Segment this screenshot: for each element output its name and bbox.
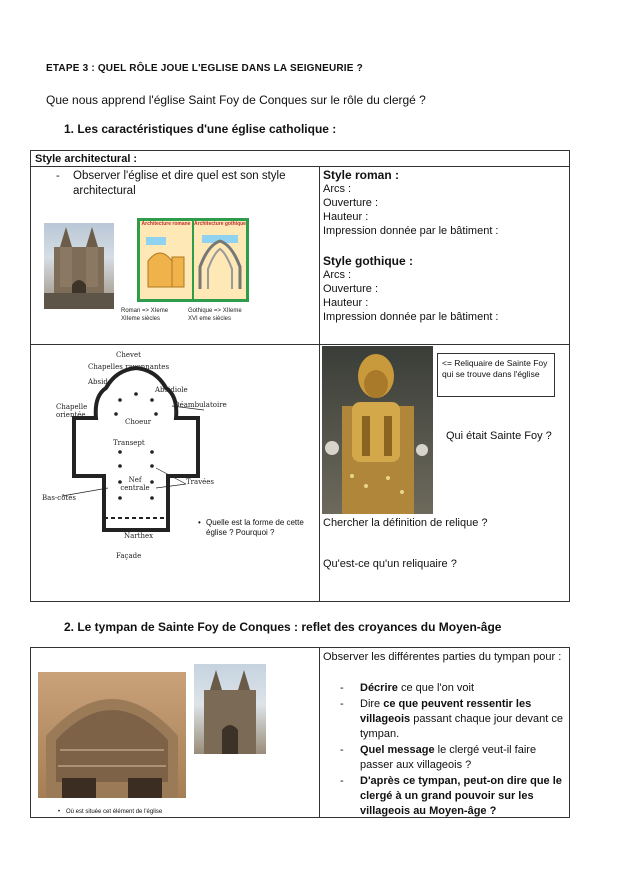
roman-arch-drawing [140, 227, 192, 295]
relic-question: Chercher la définition de relique ? [323, 517, 488, 529]
bullet: • [198, 518, 201, 527]
list-item [338, 697, 566, 742]
reliquary-note: <= Reliquaire de Sainte Foy qui se trouve dans l'église [437, 353, 555, 397]
table-divider [319, 166, 320, 602]
church-photo-2 [194, 664, 266, 754]
label-travees: Travées [186, 478, 215, 486]
gothique-ouverture: Ouverture : [323, 283, 379, 295]
main-question: Que nous apprend l'église Saint Foy de Conques sur le rôle du clergé ? [46, 93, 426, 107]
style-gothique-title: Style gothique : [323, 254, 413, 268]
label-abside: Abside [88, 378, 112, 386]
item-bold: Décrire [360, 682, 398, 694]
item-bold: D'après ce tympan, peut-on dire que le clergé à un grand pouvoir sur les villageois au Moyen-âge ? [360, 775, 562, 817]
list-item [338, 681, 566, 696]
label-chapelles: Chapelles rayonnantes [88, 363, 170, 371]
table-header: Style architectural : [35, 153, 138, 165]
tympan-task-list [338, 681, 566, 820]
gothic-panel-title: Architecture gothique [194, 221, 246, 227]
label-choeur: Choeur [125, 418, 152, 426]
gothique-hauteur: Hauteur : [323, 297, 369, 309]
gothique-impression: Impression donnée par le bâtiment : [323, 311, 499, 323]
roman-panel-title: Architecture romane [141, 221, 191, 227]
gothic-panel [194, 221, 246, 299]
label-nef: Nef centrale [120, 476, 150, 492]
style-roman-title: Style roman : [323, 168, 400, 182]
church-photo-drawing [44, 223, 114, 309]
list-item [338, 743, 566, 773]
item-rest: le clergé veut-il faire passer aux villageois ? [360, 744, 537, 771]
section1-title: 1. Les caractéristiques d'une église catholique : [64, 122, 337, 136]
reliquary-question: Qu'est-ce qu'un reliquaire ? [323, 558, 457, 570]
roman-panel [140, 221, 192, 299]
task-text: Observer l'église et dire quel est son style architectural [73, 170, 286, 197]
label-transept: Transept [113, 439, 145, 447]
label-deambulatoire: Déambulatoire [174, 401, 227, 409]
table-divider [319, 647, 320, 818]
roman-arcs: Arcs : [323, 183, 352, 195]
reliquary-drawing [322, 346, 433, 514]
item-bold: Quel message [360, 744, 435, 756]
roman-ouverture: Ouverture : [323, 197, 379, 209]
section2-title: 2. Le tympan de Sainte Foy de Conques : reflet des croyances du Moyen-âge [64, 620, 502, 634]
label-bas-cotes: Bas-côtés [42, 494, 76, 502]
label-chevet: Chevet [116, 351, 141, 359]
label-narthex: Narthex [124, 532, 154, 540]
task-dash: - [56, 170, 60, 182]
tympan-photo [38, 672, 186, 798]
item-bold: ce que peuvent ressentir les villageois [360, 698, 532, 725]
table-divider [30, 166, 570, 167]
reliquary-photo [322, 346, 433, 514]
label-absidiole: Absidiole [155, 386, 188, 394]
caption-gothique-1: Gothique => XIIeme [188, 308, 242, 314]
roman-hauteur: Hauteur : [323, 211, 369, 223]
item-rest: passant chaque jour devant ce tympan. [360, 713, 564, 740]
step-title: ETAPE 3 : QUEL RÔLE JOUE L'EGLISE DANS LA SEIGNEURIE ? [46, 63, 363, 74]
style-roman-block [323, 168, 499, 238]
bullet: • [58, 809, 61, 815]
table-divider [30, 344, 570, 345]
caption-gothique-2: XVI eme siècles [188, 316, 232, 322]
tympan-drawing [38, 672, 186, 798]
styles-illustration [137, 218, 249, 302]
who-question: Qui était Sainte Foy ? [446, 430, 552, 442]
caption-roman-1: Roman => XIeme [121, 308, 169, 314]
label-facade: Façade [116, 552, 142, 560]
gothic-arch-drawing [194, 227, 246, 295]
church-photo [44, 223, 114, 309]
label-chapelle-orientee: Chapelle orientée [56, 403, 88, 419]
item-rest: ce que l'on voit [397, 682, 475, 694]
gothique-arcs: Arcs : [323, 269, 352, 281]
caption-roman-2: XIIeme siècles [121, 316, 161, 322]
tympan-intro: Observer les différentes parties du tympan pour : [323, 651, 562, 663]
church-photo-2-drawing [194, 664, 266, 754]
photo-caption: Où est située cet élément de l'église [66, 809, 163, 815]
style-gothique-block [323, 254, 499, 324]
list-item [338, 774, 566, 819]
roman-impression: Impression donnée par le bâtiment : [323, 225, 499, 237]
item-pre: Dire [360, 698, 384, 710]
plan-question: Quelle est la forme de cette église ? Pourquoi ? [206, 518, 304, 537]
